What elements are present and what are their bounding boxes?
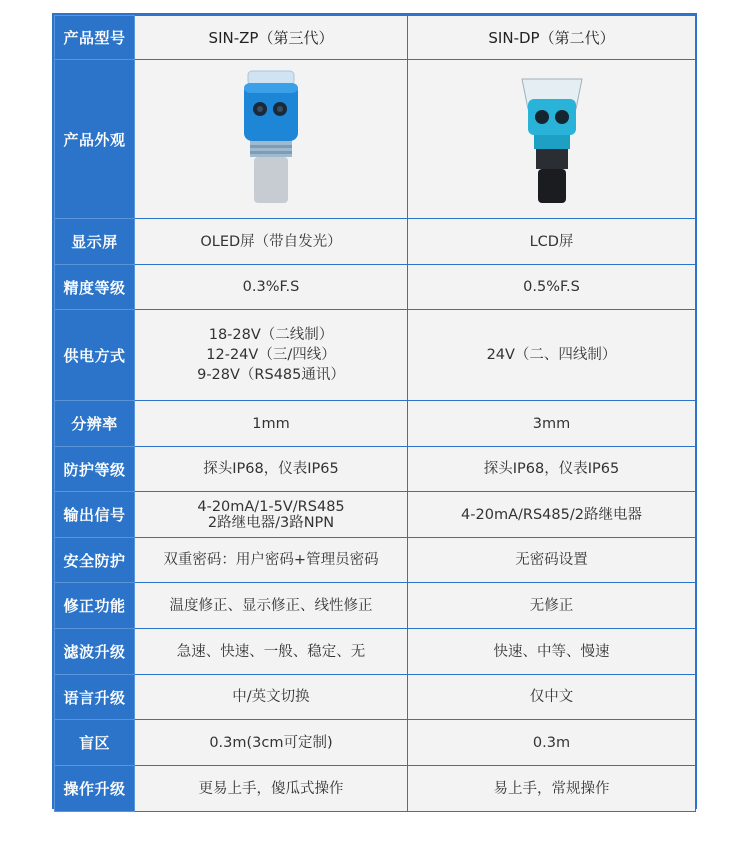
zp-value-line: OLED屏（带自发光）: [200, 233, 342, 250]
dp-value-line: LCD屏: [529, 233, 574, 250]
table-row: [55, 492, 696, 538]
column-header-zp: SIN-ZP（第三代）: [135, 16, 408, 60]
header-row: [55, 16, 696, 60]
dp-value-line: 4-20mA/RS485/2路继电器: [461, 506, 642, 523]
appearance-row: [55, 60, 696, 219]
dp-value: [408, 492, 696, 538]
dp-value-line: 仅中文: [529, 689, 574, 705]
zp-value-line: 双重密码：用户密码+管理员密码: [163, 552, 379, 568]
dp-value: [408, 447, 696, 492]
dp-value-line: 快速、中等、慢速: [493, 643, 610, 660]
row-label: 显示屏: [55, 219, 135, 265]
comparison-table: [52, 13, 697, 809]
row-label: 安全防护: [55, 538, 135, 583]
dp-value-line: 易上手，常规操作: [493, 780, 610, 797]
dp-value: [408, 265, 696, 310]
row-label: 供电方式: [55, 310, 135, 401]
zp-value: [135, 766, 408, 812]
dp-value: [408, 538, 696, 583]
blue-ultrasonic-sensor-icon: [236, 69, 306, 209]
zp-value-line: 4-20mA/1-5V/RS485: [197, 498, 345, 515]
table-row: [55, 629, 696, 675]
zp-value: [135, 629, 408, 675]
zp-image-cell: [135, 60, 408, 219]
row-label: 防护等级: [55, 447, 135, 492]
zp-value-line: 9-28V（RS485通讯）: [197, 367, 345, 383]
table-row: [55, 310, 696, 401]
table-row: [55, 766, 696, 812]
dp-value-line: 0.3m: [532, 734, 571, 751]
table-row: [55, 675, 696, 720]
zp-value: [135, 265, 408, 310]
dp-image-cell: [408, 60, 696, 219]
zp-value-line: 温度修正、显示修正、线性修正: [169, 597, 373, 614]
zp-value-line: 12-24V（三/四线）: [206, 347, 336, 363]
zp-value: [135, 219, 408, 265]
dp-value-line: 无密码设置: [515, 552, 588, 568]
dp-value: [408, 219, 696, 265]
row-label: 修正功能: [55, 583, 135, 629]
zp-value: [135, 538, 408, 583]
column-header-model: 产品型号: [55, 16, 135, 60]
table-row: [55, 265, 696, 310]
zp-value-line: 中/英文切换: [232, 689, 310, 705]
row-label-appearance: 产品外观: [55, 60, 135, 219]
dp-value: [408, 629, 696, 675]
row-label: 精度等级: [55, 265, 135, 310]
table-row: [55, 720, 696, 766]
row-label: 语言升级: [55, 675, 135, 720]
teal-ultrasonic-sensor-icon: [512, 69, 592, 209]
zp-value-line: 急速、快速、一般、稳定、无: [176, 643, 366, 660]
zp-value-line: 0.3m(3cm可定制): [209, 734, 333, 751]
row-label: 盲区: [55, 720, 135, 766]
dp-value: [408, 401, 696, 447]
zp-value: [135, 720, 408, 766]
row-label: 滤波升级: [55, 629, 135, 675]
zp-value: [135, 583, 408, 629]
row-label: 操作升级: [55, 766, 135, 812]
dp-value-line: 探头IP68，仪表IP65: [483, 461, 620, 477]
table-row: [55, 401, 696, 447]
row-label: 分辨率: [55, 401, 135, 447]
zp-value-line: 更易上手，傻瓜式操作: [198, 780, 344, 797]
dp-value: [408, 310, 696, 401]
dp-value-line: 24V（二、四线制）: [486, 347, 617, 363]
dp-value-line: 3mm: [532, 415, 571, 432]
zp-value-line: 2路继电器/3路NPN: [207, 514, 335, 531]
table-row: [55, 538, 696, 583]
column-header-dp: SIN-DP（第二代）: [408, 16, 696, 60]
zp-value-line: 18-28V（二线制）: [208, 327, 334, 343]
zp-value: [135, 447, 408, 492]
zp-value: [135, 675, 408, 720]
table-row: [55, 447, 696, 492]
table-row: [55, 583, 696, 629]
zp-value-line: 1mm: [252, 415, 290, 432]
dp-value: [408, 675, 696, 720]
zp-value: [135, 310, 408, 401]
row-label: 输出信号: [55, 492, 135, 538]
dp-value: [408, 583, 696, 629]
dp-value-line: 无修正: [529, 597, 574, 614]
zp-value-line: 0.3%F.S: [242, 279, 300, 295]
zp-value: [135, 401, 408, 447]
dp-value: [408, 720, 696, 766]
zp-value: [135, 492, 408, 538]
dp-value: [408, 766, 696, 812]
table-row: [55, 219, 696, 265]
dp-value-line: 0.5%F.S: [523, 279, 580, 295]
zp-value-line: 探头IP68，仪表IP65: [203, 461, 339, 477]
